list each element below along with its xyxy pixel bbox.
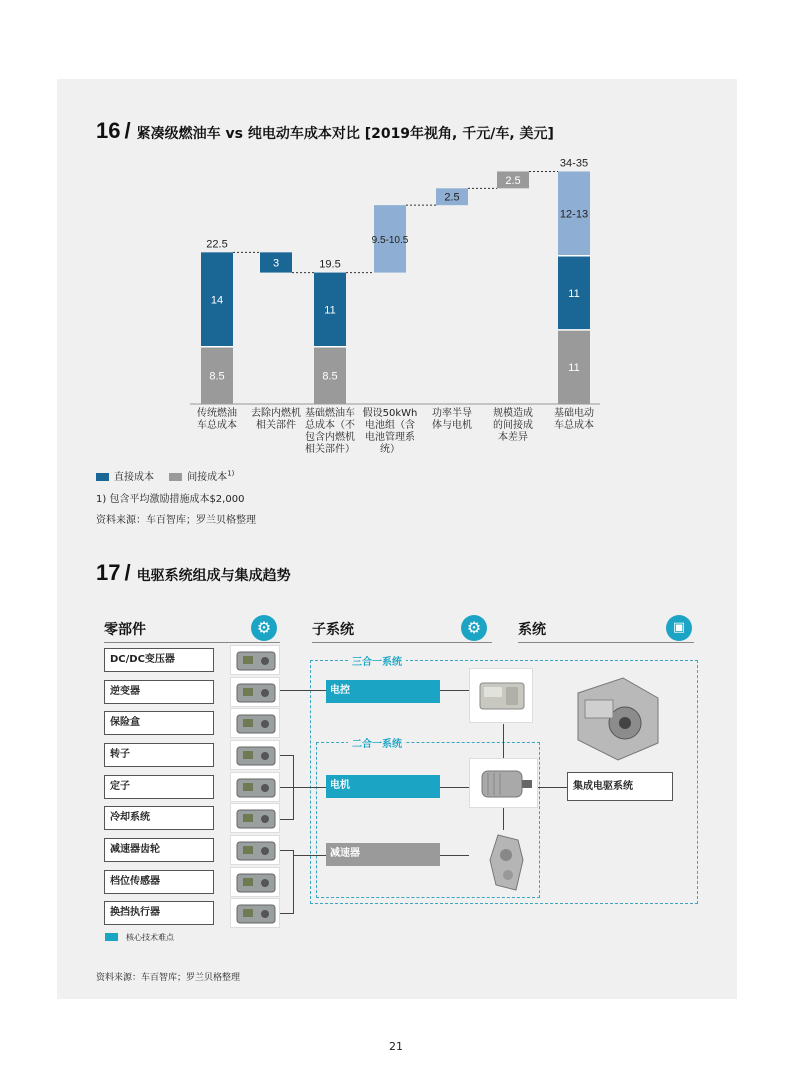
connector-line [280, 819, 294, 820]
data-label: 2.5 [444, 191, 460, 204]
motor-image [469, 758, 538, 808]
category-label: 基础电动 车总成本 [554, 408, 594, 431]
connector-line [503, 724, 504, 758]
data-label: 8.5 [209, 370, 225, 383]
header-subsystem-rule [312, 642, 492, 643]
diagram-source: 资料来源：车百智库；罗兰贝格整理 [96, 973, 241, 983]
gear-icon: ⚙ [251, 615, 277, 641]
part-box: DC/DC变压器 [104, 648, 214, 672]
legend-swatch-core [105, 933, 118, 941]
legend-swatch-direct [96, 473, 109, 481]
part-image [230, 803, 280, 833]
chart-source: 资料来源：车百智库；罗兰贝格整理 [96, 515, 256, 526]
total-label: 22.5 [206, 238, 228, 251]
connector-line [280, 913, 294, 914]
part-image [230, 645, 280, 675]
waterfall-chart [0, 150, 793, 570]
section-title-text: 电驱系统组成与集成趋势 [136, 568, 291, 584]
motor-icon: ▣ [666, 615, 692, 641]
part-image [230, 898, 280, 928]
subsystem-motor: 电机 [326, 775, 440, 798]
section-16-title [96, 118, 554, 144]
header-parts: 零部件 [104, 622, 146, 638]
group-two-in-one-label: 二合一系统 [348, 735, 406, 750]
part-image [230, 772, 280, 802]
part-image [230, 677, 280, 707]
legend-swatch-indirect [169, 473, 182, 481]
section-number: 17 [96, 560, 121, 585]
data-label: 2.5 [505, 174, 521, 187]
controller-image [469, 668, 533, 723]
data-label: 11 [324, 304, 336, 317]
connector-line [280, 755, 294, 756]
data-label: 3 [272, 257, 280, 270]
legend-label-direct: 直接成本 [114, 472, 154, 483]
part-image [230, 867, 280, 897]
connector-line [440, 787, 469, 788]
gears-icon: ⚙ [461, 615, 487, 641]
part-box: 保险盒 [104, 711, 214, 735]
connector-line [293, 850, 294, 913]
legend-superscript: 1) [227, 469, 235, 478]
header-subsystem: 子系统 [312, 622, 354, 638]
part-box: 换挡执行器 [104, 901, 214, 925]
integrated-drive-image [563, 668, 673, 768]
connector-line [440, 855, 469, 856]
part-box: 冷却系统 [104, 806, 214, 830]
part-image [230, 740, 280, 770]
category-label: 功率半导 体与电机 [432, 408, 472, 431]
connector-line [538, 787, 568, 788]
section-number: 16 [96, 118, 121, 143]
connector-line [280, 850, 294, 851]
category-label: 假设50kWh 电池组（含 电池管理系 统） [362, 408, 418, 455]
part-box: 定子 [104, 775, 214, 799]
total-label: 19.5 [319, 258, 341, 271]
data-label: 9.5-10.5 [371, 234, 409, 246]
chart-legend [96, 468, 234, 483]
part-box: 档位传感器 [104, 870, 214, 894]
header-parts-rule [104, 642, 280, 643]
section-17-title [96, 560, 291, 586]
header-system: 系统 [518, 622, 546, 638]
data-label: 8.5 [322, 370, 338, 383]
header-system-rule [518, 642, 694, 643]
part-image [230, 708, 280, 738]
subsystem-controller: 电控 [326, 680, 440, 703]
category-label: 去除内燃机 相关部件 [251, 408, 301, 431]
section-title-text: 紧凑级燃油车 vs 纯电动车成本对比 [2019年视角, 千元/车, 美元] [136, 126, 554, 142]
chart-footnote: 1) 包含平均激励措施成本$2,000 [96, 494, 245, 505]
reducer-image [478, 830, 540, 895]
connector-line [293, 855, 326, 856]
part-box: 逆变器 [104, 680, 214, 704]
data-label: 12-13 [559, 208, 589, 221]
part-box: 减速器齿轮 [104, 838, 214, 862]
connector-line [280, 787, 326, 788]
data-label: 11 [568, 287, 580, 300]
total-label: 34-35 [559, 157, 589, 170]
part-box: 转子 [104, 743, 214, 767]
integrated-drive-system-box: 集成电驱系统 [567, 772, 673, 801]
connector-line [280, 690, 326, 691]
section-slash: / [124, 560, 131, 585]
data-label: 14 [210, 294, 224, 307]
connector-line [503, 808, 504, 830]
diagram-legend [105, 932, 174, 943]
category-label: 传统燃油 车总成本 [197, 408, 237, 431]
page-number: 21 [389, 1040, 403, 1053]
legend-label-core: 核心技术难点 [126, 933, 174, 942]
legend-label-indirect: 间接成本 [187, 472, 228, 483]
category-label: 基础燃油车 总成本（不 包含内燃机 相关部件） [305, 408, 355, 455]
part-image [230, 835, 280, 865]
subsystem-reducer: 减速器 [326, 843, 440, 866]
data-label: 11 [568, 361, 580, 374]
category-label: 规模造成 的间接成 本差异 [493, 408, 533, 443]
connector-line [440, 690, 469, 691]
group-three-in-one-label: 三合一系统 [348, 653, 406, 668]
section-slash: / [124, 118, 131, 143]
